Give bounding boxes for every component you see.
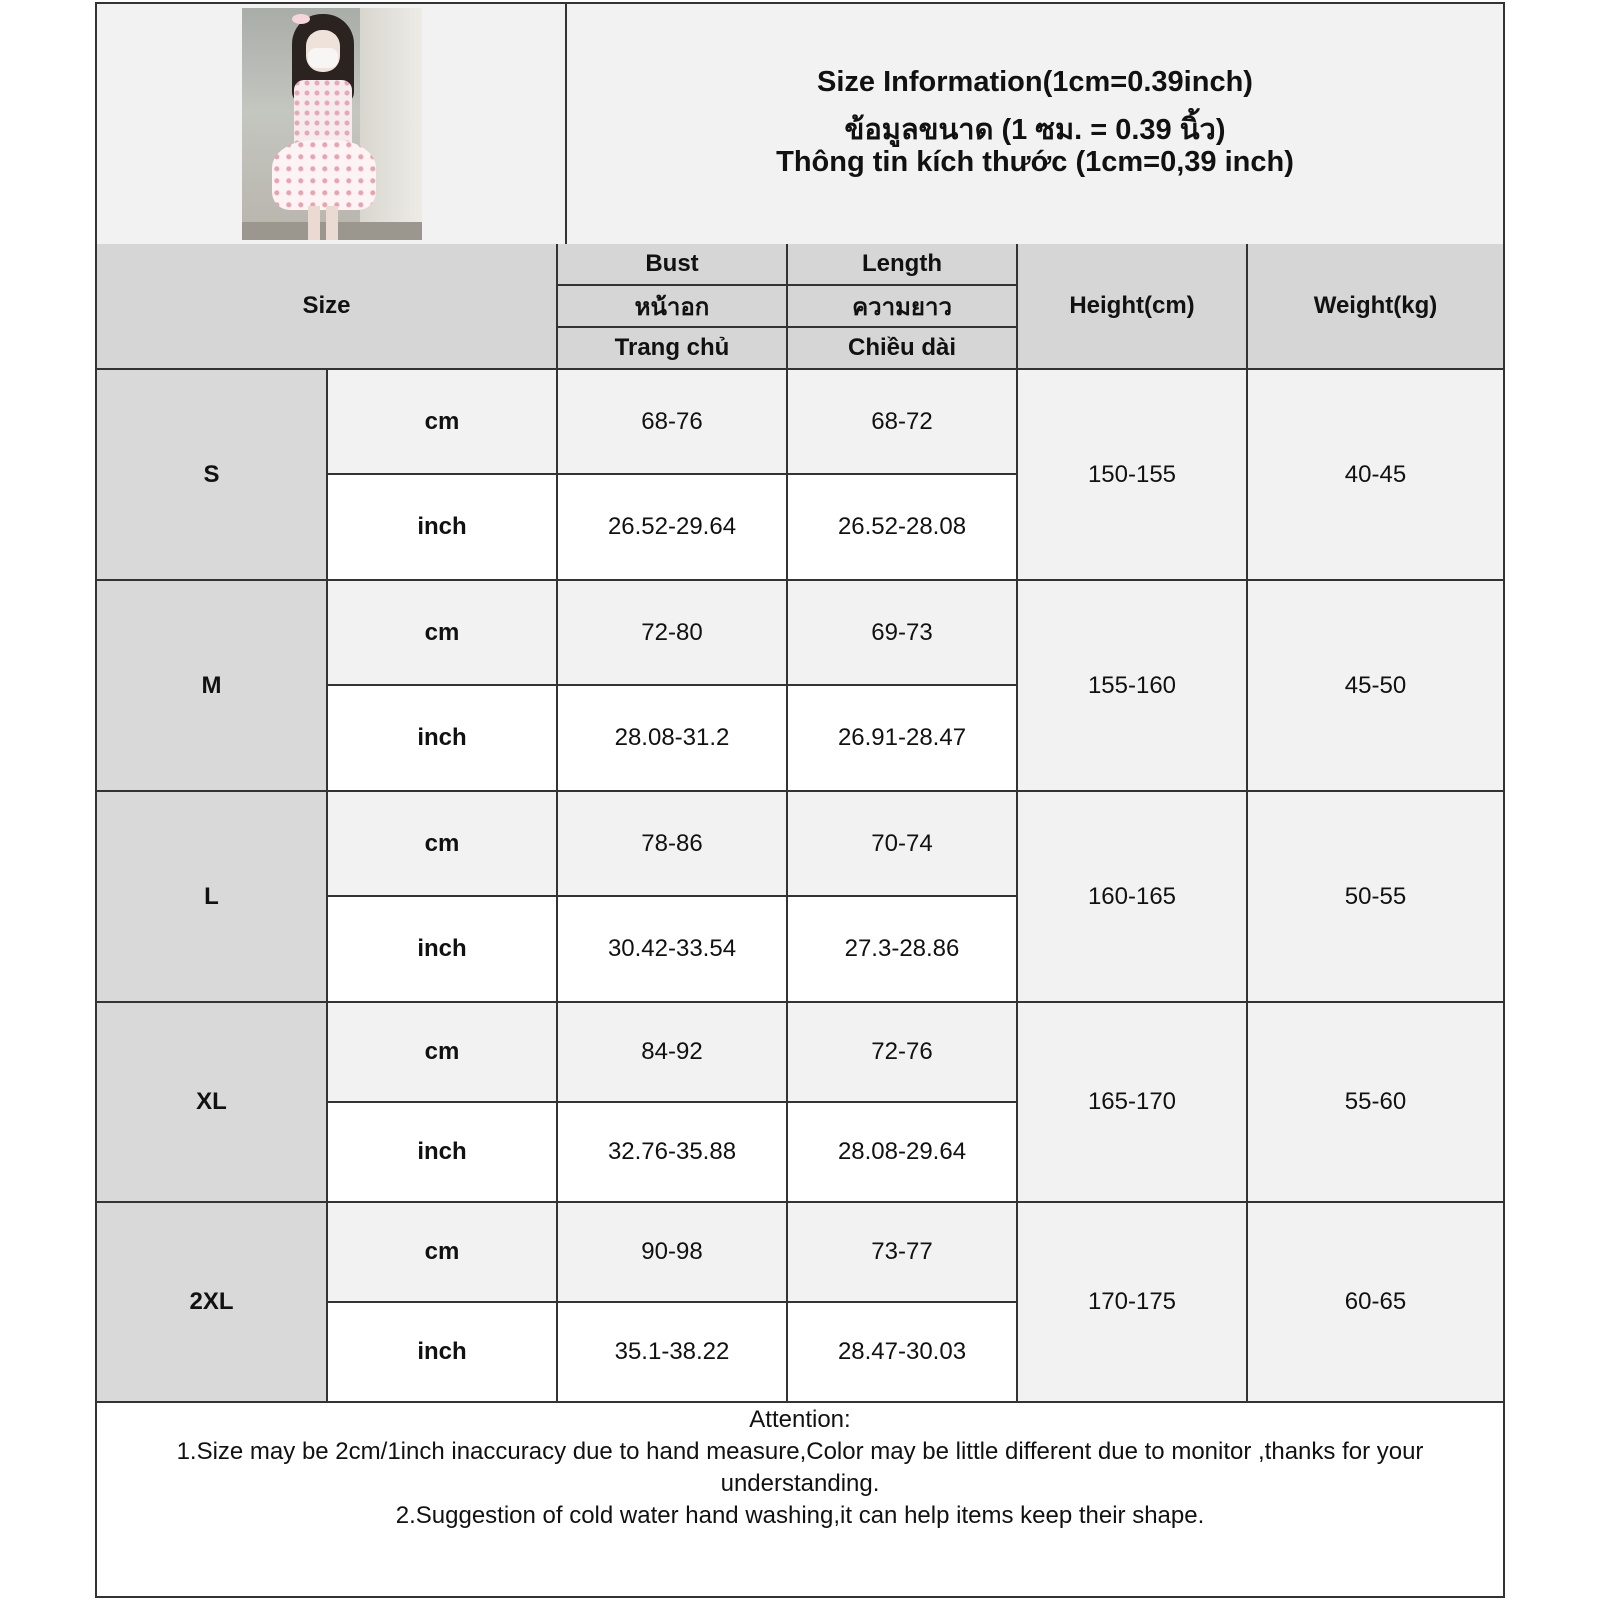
bust-cm: 68-76 <box>557 369 787 474</box>
table-row <box>97 791 1503 896</box>
table-row <box>97 369 1503 474</box>
table-row <box>97 1002 1503 1102</box>
bust-inch: 30.42-33.54 <box>557 896 787 1002</box>
title-thai: ข้อมูลขนาด (1 ซม. = 0.39 นิ้ว) <box>844 114 1226 146</box>
bust-cm: 78-86 <box>557 791 787 896</box>
length-header-vi: Chiều dài <box>787 327 1017 369</box>
size-label: S <box>97 369 327 580</box>
length-cm: 69-73 <box>787 580 1017 685</box>
unit-cm: cm <box>327 791 557 896</box>
length-inch: 28.47-30.03 <box>787 1302 1017 1402</box>
unit-inch: inch <box>327 1102 557 1202</box>
length-cm: 72-76 <box>787 1002 1017 1102</box>
height-range: 150-155 <box>1017 369 1247 580</box>
length-header-th: ความยาว <box>787 285 1017 327</box>
weight-range: 55-60 <box>1247 1002 1503 1202</box>
product-photo <box>242 8 422 240</box>
weight-range: 60-65 <box>1247 1202 1503 1402</box>
height-range: 165-170 <box>1017 1002 1247 1202</box>
size-chart <box>95 2 1505 1598</box>
size-header: Size <box>97 244 557 369</box>
length-inch: 26.52-28.08 <box>787 474 1017 580</box>
weight-header: Weight(kg) <box>1247 244 1503 369</box>
bust-inch: 32.76-35.88 <box>557 1102 787 1202</box>
weight-range: 45-50 <box>1247 580 1503 791</box>
title-english: Size Information(1cm=0.39inch) <box>817 66 1253 98</box>
notes-section <box>97 1400 1503 1596</box>
bust-cm: 90-98 <box>557 1202 787 1302</box>
table-row <box>97 580 1503 685</box>
unit-inch: inch <box>327 896 557 1002</box>
title-vietnamese: Thông tin kích thước (1cm=0,39 inch) <box>776 146 1294 178</box>
unit-cm: cm <box>327 1002 557 1102</box>
bust-inch: 26.52-29.64 <box>557 474 787 580</box>
note-2: 2.Suggestion of cold water hand washing,it can help items keep their shape. <box>395 1502 1205 1529</box>
length-cm: 70-74 <box>787 791 1017 896</box>
note-1: 1.Size may be 2cm/1inch inaccuracy due to hand measure,Color may be little different due to monitor ,thanks for your understanding. <box>176 1438 1424 1497</box>
height-range: 170-175 <box>1017 1202 1247 1402</box>
height-range: 155-160 <box>1017 580 1247 791</box>
attention-heading: Attention: <box>749 1406 851 1433</box>
bust-header-th: หน้าอก <box>557 285 787 327</box>
size-label: 2XL <box>97 1202 327 1402</box>
weight-range: 50-55 <box>1247 791 1503 1002</box>
unit-cm: cm <box>327 580 557 685</box>
length-cm: 73-77 <box>787 1202 1017 1302</box>
length-inch: 28.08-29.64 <box>787 1102 1017 1202</box>
size-label: M <box>97 580 327 791</box>
height-header: Height(cm) <box>1017 244 1247 369</box>
chart-header-section <box>97 4 1503 246</box>
bust-cm: 72-80 <box>557 580 787 685</box>
size-label: L <box>97 791 327 1002</box>
length-inch: 27.3-28.86 <box>787 896 1017 1002</box>
unit-inch: inch <box>327 474 557 580</box>
length-header-en: Length <box>787 244 1017 285</box>
length-inch: 26.91-28.47 <box>787 685 1017 791</box>
unit-inch: inch <box>327 685 557 791</box>
title-cell <box>567 4 1503 244</box>
weight-range: 40-45 <box>1247 369 1503 580</box>
unit-inch: inch <box>327 1302 557 1402</box>
size-table <box>97 244 1503 1403</box>
size-label: XL <box>97 1002 327 1202</box>
bust-inch: 35.1-38.22 <box>557 1302 787 1402</box>
bust-inch: 28.08-31.2 <box>557 685 787 791</box>
bust-header-en: Bust <box>557 244 787 285</box>
header-row <box>97 244 1503 285</box>
length-cm: 68-72 <box>787 369 1017 474</box>
unit-cm: cm <box>327 369 557 474</box>
table-row <box>97 1202 1503 1302</box>
height-range: 160-165 <box>1017 791 1247 1002</box>
bust-cm: 84-92 <box>557 1002 787 1102</box>
product-photo-cell <box>97 4 567 244</box>
unit-cm: cm <box>327 1202 557 1302</box>
bust-header-vi: Trang chủ <box>557 327 787 369</box>
